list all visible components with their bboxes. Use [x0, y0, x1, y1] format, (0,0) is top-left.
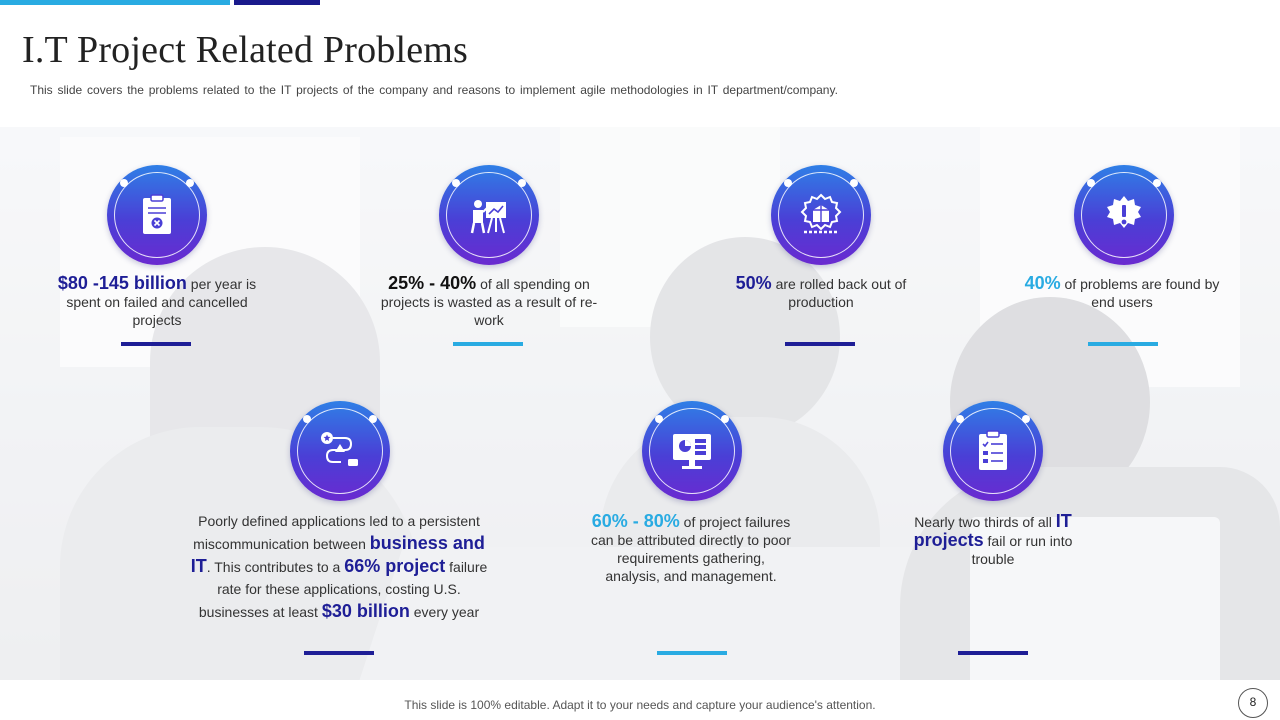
item-1-icon-badge: [107, 165, 207, 265]
item-2-text: 25% - 40% of all spending on projects is wasted as a result of re-work: [380, 273, 598, 328]
footer-note: This slide is 100% editable. Adapt it to your needs and capture your audience's attention.: [404, 698, 876, 712]
item-7-underline: [958, 651, 1028, 655]
page-title: I.T Project Related Problems: [22, 29, 469, 71]
item-6-underline: [657, 651, 727, 655]
item-5-text: Poorly defined applications led to a persistent miscommunication between business and IT. This contributes to a 66% project failure rate for these applications, costing U.S. businesses at least $30 billion every year: [190, 513, 488, 621]
item-2-underline: [453, 342, 523, 346]
item-7-text: Nearly two thirds of all IT projects fail or run into trouble: [913, 511, 1073, 567]
page-subtitle: This slide covers the problems related to the IT projects of the company and reasons to implement agile methodologies in IT department/company.: [30, 83, 838, 97]
item-1-underline: [121, 342, 191, 346]
top-accent-bar-dark: [234, 0, 320, 5]
item-4-icon-badge: [1074, 165, 1174, 265]
clipboard-x-icon: [132, 190, 182, 240]
item-7-icon-badge: [943, 401, 1043, 501]
item-5-underline: [304, 651, 374, 655]
item-6-icon-badge: [642, 401, 742, 501]
checklist-icon: [968, 426, 1018, 476]
item-1-text: $80 -145 billion per year is spent on failed and cancelled projects: [57, 273, 257, 328]
item-4-underline: [1088, 342, 1158, 346]
item-3-icon-badge: [771, 165, 871, 265]
item-5-icon-badge: [290, 401, 390, 501]
presentation-icon: [464, 190, 514, 240]
gear-box-icon: [796, 190, 846, 240]
item-3-text: 50% are rolled back out of production: [735, 273, 907, 310]
gear-alert-icon: [1099, 190, 1149, 240]
top-accent-bar-light: [0, 0, 230, 5]
item-6-text: 60% - 80% of project failures can be attributed directly to poor requirements gathering, analysis, and management.: [590, 511, 791, 584]
workflow-icon: [315, 426, 365, 476]
monitor-dashboard-icon: [667, 426, 717, 476]
item-4-text: 40% of problems are found by end users: [1024, 273, 1220, 310]
item-3-underline: [785, 342, 855, 346]
page-number: 8: [1238, 688, 1268, 718]
item-2-icon-badge: [439, 165, 539, 265]
